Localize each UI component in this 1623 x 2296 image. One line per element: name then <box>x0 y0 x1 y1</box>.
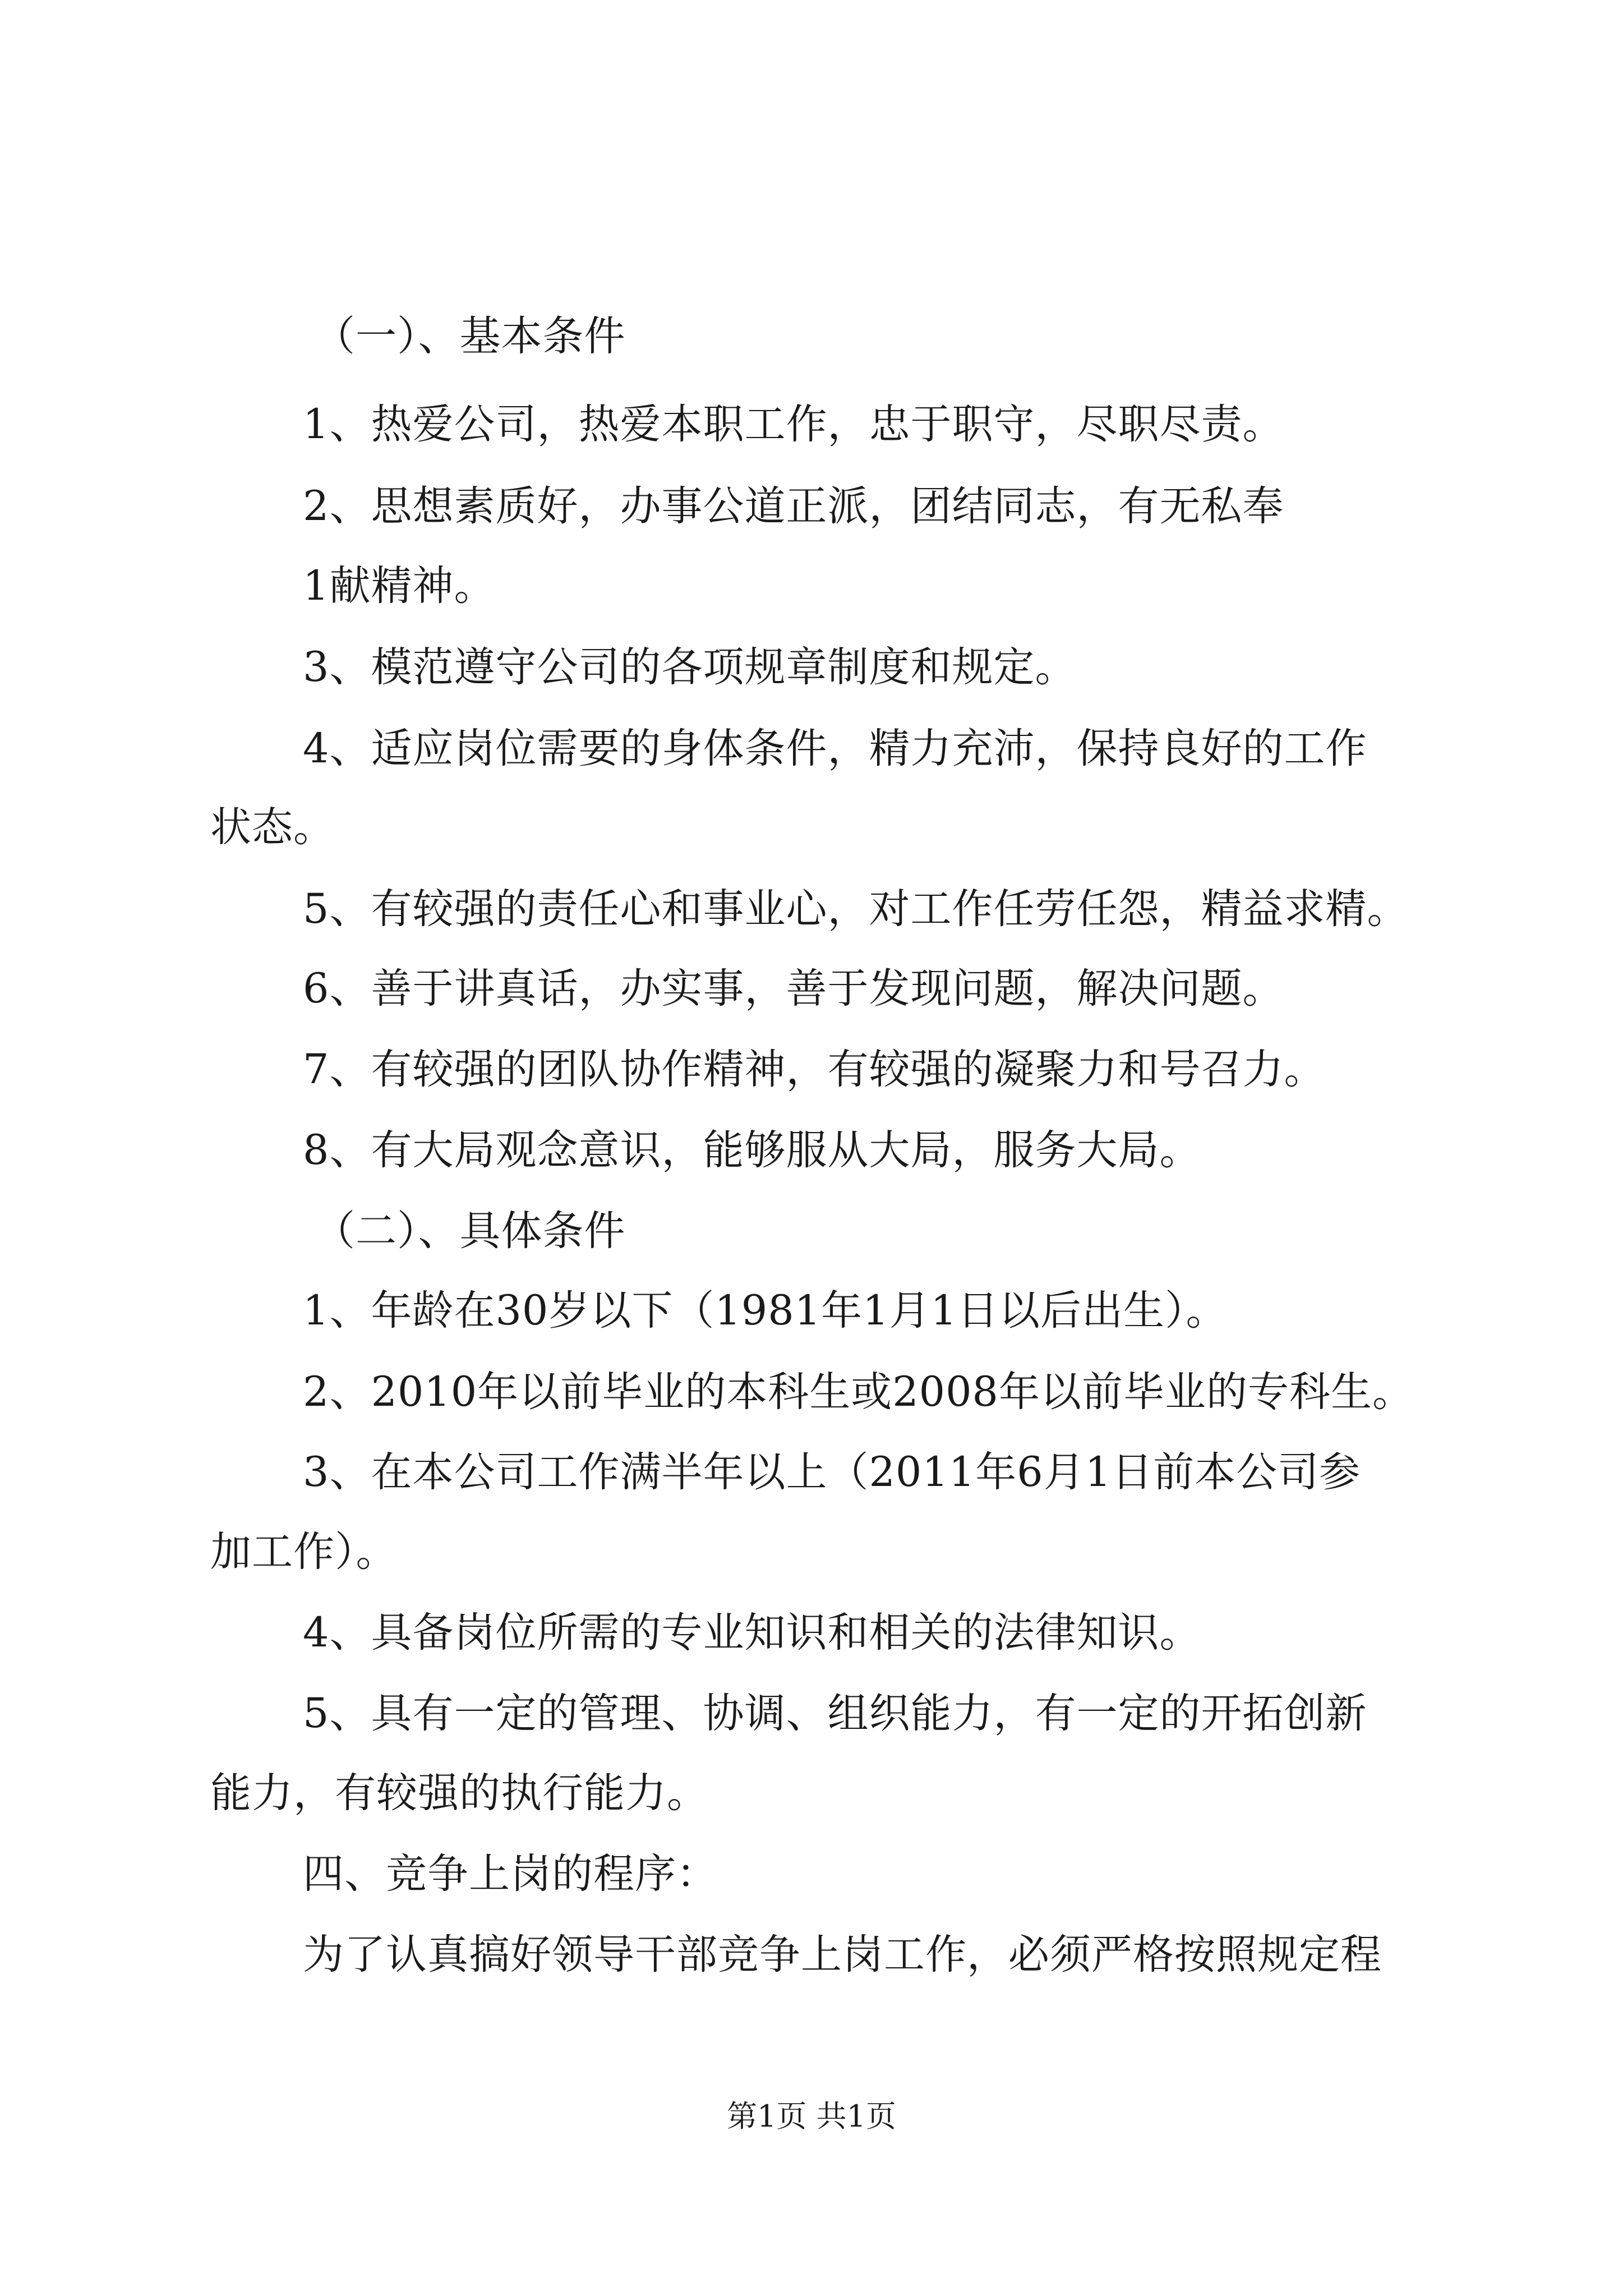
paragraph-line: 7、有较强的团队协作精神，有较强的凝聚力和号召力。 <box>303 1046 1326 1093</box>
paragraph-line: 2、2010年以前毕业的本科生或2008年以前毕业的专科生。 <box>303 1368 1414 1416</box>
paragraph-line: 1、年龄在30岁以下（1981年1月1日以后出生）。 <box>303 1287 1228 1335</box>
paragraph-line: 2、思想素质好，办事公道正派，团结同志，有无私奉 <box>303 482 1284 530</box>
section-heading-procedure: 四、竞争上岗的程序： <box>303 1850 718 1898</box>
paragraph-line: 1献精神。 <box>303 562 496 610</box>
section-heading-basic-conditions: （一）、基本条件 <box>314 312 626 360</box>
paragraph-line: 5、有较强的责任心和事业心，对工作任劳任怨，精益求精。 <box>303 885 1409 933</box>
paragraph-line: 状态。 <box>210 803 335 851</box>
paragraph-line: 能力，有较强的执行能力。 <box>210 1769 708 1817</box>
paragraph-line: 8、有大局观念意识，能够服从大局，服务大局。 <box>303 1126 1201 1174</box>
section-heading-specific-conditions: （二）、具体条件 <box>314 1207 626 1255</box>
paragraph-line: 加工作）。 <box>210 1528 398 1576</box>
paragraph-line: 为了认真搞好领导干部竞争上岗工作，必须严格按照规定程 <box>303 1931 1382 1978</box>
paragraph-line: 1、热爱公司，热爱本职工作，忠于职守，尽职尽责。 <box>303 401 1284 448</box>
paragraph-line: 4、具备岗位所需的专业知识和相关的法律知识。 <box>303 1609 1201 1657</box>
paragraph-line: 3、在本公司工作满半年以上（2011年6月1日前本公司参 <box>303 1448 1361 1496</box>
paragraph-line: 3、模范遵守公司的各项规章制度和规定。 <box>303 643 1077 691</box>
page-number-footer: 第1页 共1页 <box>727 2099 896 2134</box>
paragraph-line: 6、善于讲真话，办实事，善于发现问题，解决问题。 <box>303 965 1284 1013</box>
paragraph-line: 4、适应岗位需要的身体条件，精力充沛，保持良好的工作 <box>303 725 1367 772</box>
paragraph-line: 5、具有一定的管理、协调、组织能力，有一定的开拓创新 <box>303 1690 1367 1737</box>
